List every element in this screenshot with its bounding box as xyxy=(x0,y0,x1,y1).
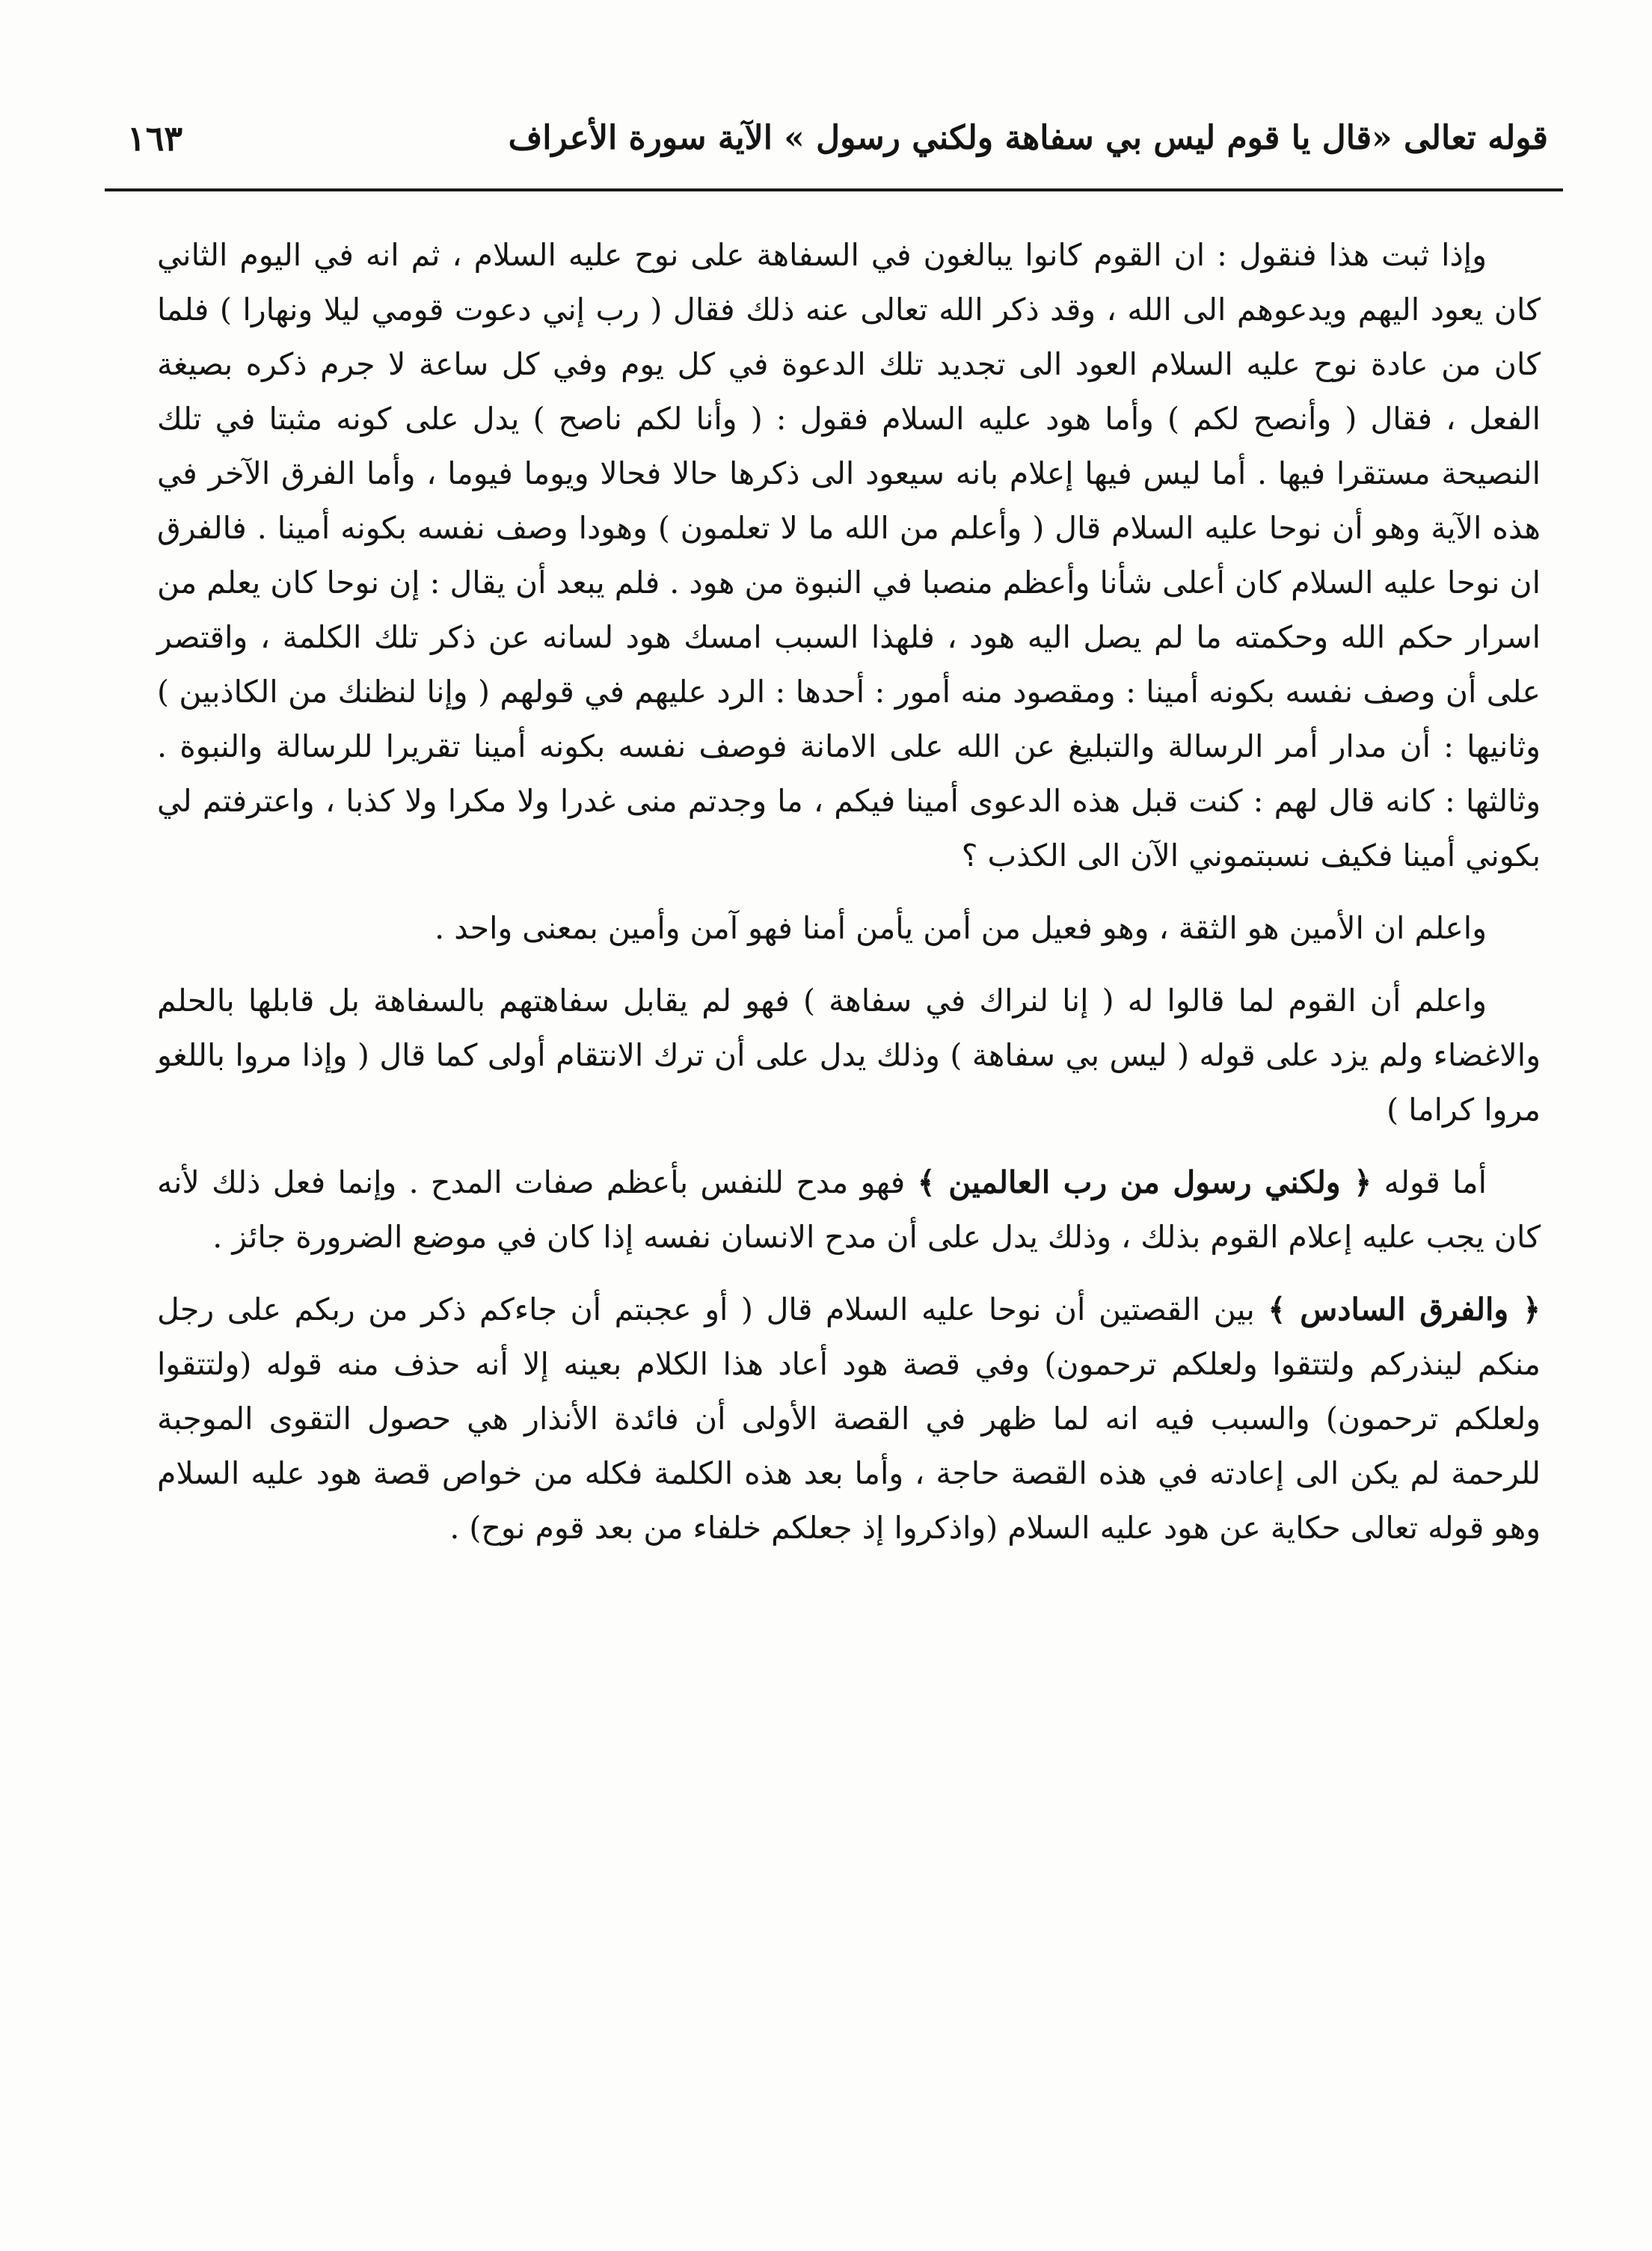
paragraph-4 xyxy=(157,1155,1541,1265)
paragraph-3-text: واعلم أن القوم لما قالوا له ( إنا لنراك في سفاهة ) فهو لم يقابل سفاهتهم بالسفاهة بل قابلها بالحلم والاغضاء ولم يزد على قوله ( ليس بي سفاهة ) وذلك يدل على أن ترك الانتقام أولى كما قال ( وإذا مروا باللغو مروا كراما ) xyxy=(157,983,1541,1128)
paragraph-2-text: واعلم ان الأمين هو الثقة ، وهو فعيل من أمن يأمن أمنا فهو آمن وأمين بمعنى واحد . xyxy=(435,910,1487,946)
header-title: قوله تعالى «قال يا قوم ليس بي سفاهة ولكني رسول » الآية سورة الأعراف xyxy=(508,119,1548,157)
paragraph-5 xyxy=(157,1283,1541,1556)
paragraph-2 xyxy=(157,901,1541,956)
paragraph-5-heading: ﴿ والفرق السادس ﴾ xyxy=(1268,1292,1541,1327)
page-number: ١٦٣ xyxy=(127,118,183,159)
paragraph-4-lead: أما قوله xyxy=(1384,1164,1487,1200)
paragraph-1 xyxy=(157,228,1541,883)
running-header xyxy=(112,112,1548,179)
paragraph-4-quote: ﴿ ولكني رسول من رب العالمين ﴾ xyxy=(917,1164,1372,1200)
paragraph-1-text: وإذا ثبت هذا فنقول : ان القوم كانوا يبالغون في السفاهة على نوح عليه السلام ، ثم انه في اليوم الثاني كان يعود اليهم ويدعوهم الى الله ، وقد ذكر الله تعالى عنه ذلك فقال ( رب إني دعوت قومي ليلا ونهارا ) فلما كان من عادة نوح عليه السلام العود الى تجديد تلك الدعوة في كل يوم وفي كل ساعة لا جرم ذكره بصيغة الفعل ، فقال ( وأنصح لكم ) وأما هود عليه السلام فقول : ( وأنا لكم ناصح ) يدل على كونه مثبتا في تلك النصيحة مستقرا فيها . أما ليس فيها إعلام بانه سيعود الى ذكرها حالا فحالا ويوما فيوما ، وأما الفرق الآخر في هذه الآية وهو أن نوحا عليه السلام قال ( وأعلم من الله ما لا تعلمون ) وهودا وصف نفسه بكونه أمينا . فالفرق ان نوحا عليه السلام كان أعلى شأنا وأعظم منصبا في النبوة من هود . فلم يبعد أن يقال : إن نوحا كان يعلم من اسرار حكم الله وحكمته ما لم يصل اليه هود ، فلهذا السبب امسك هود لسانه عن ذكر تلك الكلمة ، واقتصر على أن وصف نفسه بكونه أمينا : ومقصود منه أمور : أحدها : الرد عليهم في قولهم ( وإنا لنظنك من الكاذبين ) وثانيها : أن مدار أمر الرسالة والتبليغ عن الله على الامانة فوصف نفسه بكونه أمينا تقريرا للرسالة والنبوة . وثالثها : كانه قال لهم : كنت قبل هذه الدعوى أمينا فيكم ، ما وجدتم منى غدرا ولا مكرا ولا كذبا ، واعترفتم لي بكوني أمينا فكيف نسبتموني الآن الى الكذب ؟ xyxy=(157,237,1541,873)
main-text xyxy=(157,228,1541,1573)
header-divider xyxy=(105,188,1563,191)
paragraph-4-text: فهو مدح للنفس بأعظم صفات المدح . وإنما فعل ذلك لأنه كان يجب عليه إعلام القوم بذلك ، وذلك يدل على أن مدح الانسان نفسه إذا كان في موضع الضرورة جائز . xyxy=(157,1164,1541,1255)
paragraph-3 xyxy=(157,974,1541,1137)
paragraph-5-text: بين القصتين أن نوحا عليه السلام قال ( أو عجبتم أن جاءكم ذكر من ربكم على رجل منكم لينذركم ولتتقوا ولعلكم ترحمون) وفي قصة هود أعاد هذا الكلام بعينه إلا أنه حذف منه قوله (ولتتقوا ولعلكم ترحمون) والسبب فيه انه لما ظهر في القصة الأولى أن فائدة الأنذار هي حصول التقوى الموجبة للرحمة لم يكن الى إعادته في هذه القصة حاجة ، وأما بعد هذه الكلمة فكله من خواص قصة هود عليه السلام وهو قوله تعالى حكاية عن هود عليه السلام (واذكروا إذ جعلكم خلفاء من بعد قوم نوح) . xyxy=(157,1292,1541,1546)
